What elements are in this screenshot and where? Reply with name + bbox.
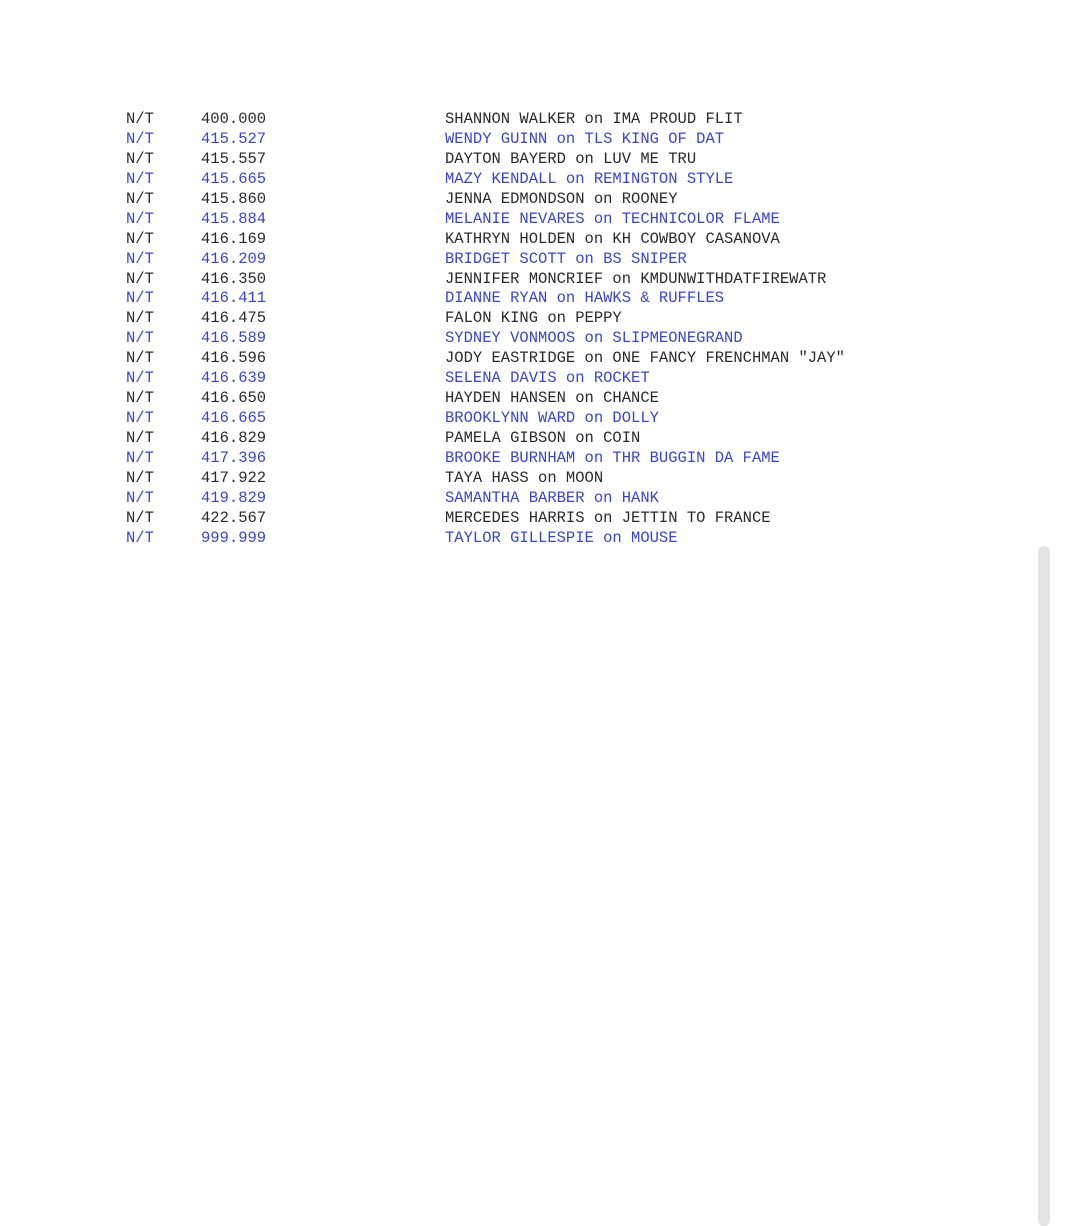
result-rider-horse: FALON KING on PEPPY	[445, 309, 622, 328]
result-rider-horse: MERCEDES HARRIS on JETTIN TO FRANCE	[445, 508, 771, 527]
result-time: 415.860	[201, 189, 267, 208]
result-row	[0, 329, 1030, 349]
result-rider-horse: HAYDEN HANSEN on CHANCE	[445, 389, 659, 408]
result-time: 415.665	[201, 169, 267, 188]
result-place: N/T	[126, 448, 154, 467]
result-row	[0, 110, 1030, 130]
result-row	[0, 409, 1030, 429]
result-row	[0, 230, 1030, 250]
result-place: N/T	[126, 349, 154, 368]
result-time: 416.665	[201, 409, 267, 428]
result-place: N/T	[126, 389, 154, 408]
result-row	[0, 150, 1030, 170]
result-time: 416.350	[201, 269, 267, 288]
result-time: 416.209	[201, 249, 267, 268]
result-rider-horse: SHANNON WALKER on IMA PROUD FLIT	[445, 110, 743, 128]
result-time: 400.000	[201, 110, 267, 128]
result-place: N/T	[126, 169, 154, 188]
result-time: 416.596	[201, 349, 267, 368]
result-time: 419.829	[201, 488, 267, 507]
result-time: 415.557	[201, 149, 267, 168]
result-row	[0, 349, 1030, 369]
result-row	[0, 469, 1030, 489]
result-time: 416.639	[201, 369, 267, 388]
result-time: 416.411	[201, 289, 267, 308]
result-rider-horse: JENNIFER MONCRIEF on KMDUNWITHDATFIREWATR	[445, 269, 827, 288]
result-place: N/T	[126, 508, 154, 527]
result-place: N/T	[126, 209, 154, 228]
result-row	[0, 210, 1030, 230]
result-rider-horse: SYDNEY VONMOOS on SLIPMEONEGRAND	[445, 329, 743, 348]
result-place: N/T	[126, 488, 154, 507]
result-row	[0, 289, 1030, 309]
result-rider-horse: SELENA DAVIS on ROCKET	[445, 369, 650, 388]
result-time: 999.999	[201, 528, 267, 547]
result-rider-horse: TAYLOR GILLESPIE on MOUSE	[445, 528, 678, 547]
result-place: N/T	[126, 329, 154, 348]
result-time: 416.650	[201, 389, 267, 408]
result-rider-horse: WENDY GUINN on TLS KING OF DAT	[445, 129, 725, 148]
result-rider-horse: MAZY KENDALL on REMINGTON STYLE	[445, 169, 734, 188]
result-rider-horse: BRIDGET SCOTT on BS SNIPER	[445, 249, 687, 268]
result-row	[0, 130, 1030, 150]
result-place: N/T	[126, 269, 154, 288]
result-row	[0, 309, 1030, 329]
result-rider-horse: TAYA HASS on MOON	[445, 468, 604, 487]
result-time: 416.589	[201, 329, 267, 348]
result-rider-horse: JODY EASTRIDGE on ONE FANCY FRENCHMAN "JAY"	[445, 349, 845, 368]
result-rider-horse: KATHRYN HOLDEN on KH COWBOY CASANOVA	[445, 229, 780, 248]
result-row	[0, 389, 1030, 409]
result-time: 416.169	[201, 229, 267, 248]
result-place: N/T	[126, 149, 154, 168]
result-rider-horse: DAYTON BAYERD on LUV ME TRU	[445, 149, 697, 168]
result-row	[0, 429, 1030, 449]
result-place: N/T	[126, 429, 154, 447]
result-row	[0, 190, 1030, 210]
result-time: 422.567	[201, 508, 267, 527]
result-rider-horse: BROOKLYNN WARD on DOLLY	[445, 409, 659, 428]
vertical-scrollbar[interactable]	[1038, 546, 1050, 1226]
result-place: N/T	[126, 468, 154, 487]
result-rider-horse: JENNA EDMONDSON on ROONEY	[445, 189, 678, 208]
result-place: N/T	[126, 249, 154, 268]
result-time: 415.527	[201, 129, 267, 148]
result-rider-horse: SAMANTHA BARBER on HANK	[445, 488, 659, 507]
result-time: 416.829	[201, 429, 267, 447]
result-row	[0, 369, 1030, 389]
result-row	[0, 250, 1030, 270]
result-row	[0, 170, 1030, 190]
result-place: N/T	[126, 289, 154, 308]
result-place: N/T	[126, 129, 154, 148]
result-place: N/T	[126, 110, 154, 128]
result-rider-horse: PAMELA GIBSON on COIN	[445, 429, 641, 447]
result-time: 417.922	[201, 468, 267, 487]
results-list	[0, 110, 1030, 549]
result-rider-horse: DIANNE RYAN on HAWKS & RUFFLES	[445, 289, 725, 308]
result-row	[0, 489, 1030, 509]
result-place: N/T	[126, 229, 154, 248]
result-row	[0, 509, 1030, 529]
result-time: 417.396	[201, 448, 267, 467]
result-rider-horse: MELANIE NEVARES on TECHNICOLOR FLAME	[445, 209, 780, 228]
result-time: 415.884	[201, 209, 267, 228]
result-place: N/T	[126, 309, 154, 328]
result-time: 416.475	[201, 309, 267, 328]
result-place: N/T	[126, 409, 154, 428]
result-row	[0, 529, 1030, 549]
result-row	[0, 270, 1030, 290]
result-place: N/T	[126, 528, 154, 547]
result-place: N/T	[126, 369, 154, 388]
result-rider-horse: BROOKE BURNHAM on THR BUGGIN DA FAME	[445, 448, 780, 467]
result-place: N/T	[126, 189, 154, 208]
result-row	[0, 449, 1030, 469]
